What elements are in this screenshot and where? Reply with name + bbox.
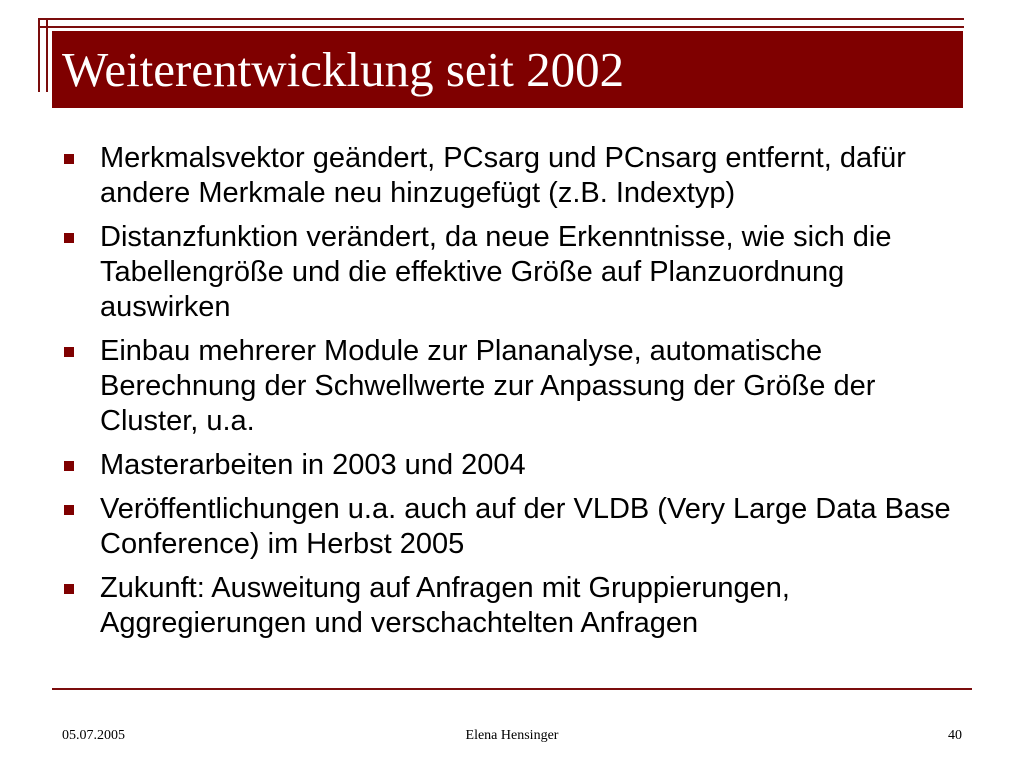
title-frame-left <box>38 18 48 92</box>
bullet-text: Veröffentlichungen u.a. auch auf der VLDB (Very Large Data Base Conference) im Herbst 2005 <box>100 493 951 560</box>
bullet-text: Masterarbeiten in 2003 und 2004 <box>100 449 526 481</box>
bullet-text: Einbau mehrerer Module zur Plananalyse, automatische Berechnung der Schwellwerte zur Anpassung der Größe der Cluster, u.a. <box>100 335 876 437</box>
bullet-item <box>62 492 972 562</box>
square-bullet-icon <box>64 233 74 243</box>
slide-title: Weiterentwicklung seit 2002 <box>62 42 625 97</box>
bullet-item <box>62 141 972 211</box>
page-number: 40 <box>948 728 962 743</box>
square-bullet-icon <box>64 461 74 471</box>
square-bullet-icon <box>64 154 74 164</box>
bullet-text: Distanzfunktion verändert, da neue Erkenntnisse, wie sich die Tabellengröße und die effektive Größe auf Planzuordnung auswirken <box>100 221 892 323</box>
bullet-item <box>62 334 972 439</box>
footer-date: 05.07.2005 <box>62 728 125 743</box>
bullet-item <box>62 448 972 483</box>
bullet-item <box>62 220 972 325</box>
footer-author: Elena Hensinger <box>465 728 559 743</box>
square-bullet-icon <box>64 505 74 515</box>
footer-divider <box>52 688 972 690</box>
bullet-item <box>62 571 972 641</box>
bullet-text: Merkmalsvektor geändert, PCsarg und PCnsarg entfernt, dafür andere Merkmale neu hinzugefügt (z.B. Indextyp) <box>100 142 906 209</box>
square-bullet-icon <box>64 347 74 357</box>
square-bullet-icon <box>64 584 74 594</box>
bullet-text: Zukunft: Ausweitung auf Anfragen mit Gruppierungen, Aggregierungen und verschachtelten Anfragen <box>100 572 790 639</box>
title-frame-top <box>38 18 964 28</box>
title-bar <box>52 31 963 108</box>
bullet-list <box>62 141 972 650</box>
